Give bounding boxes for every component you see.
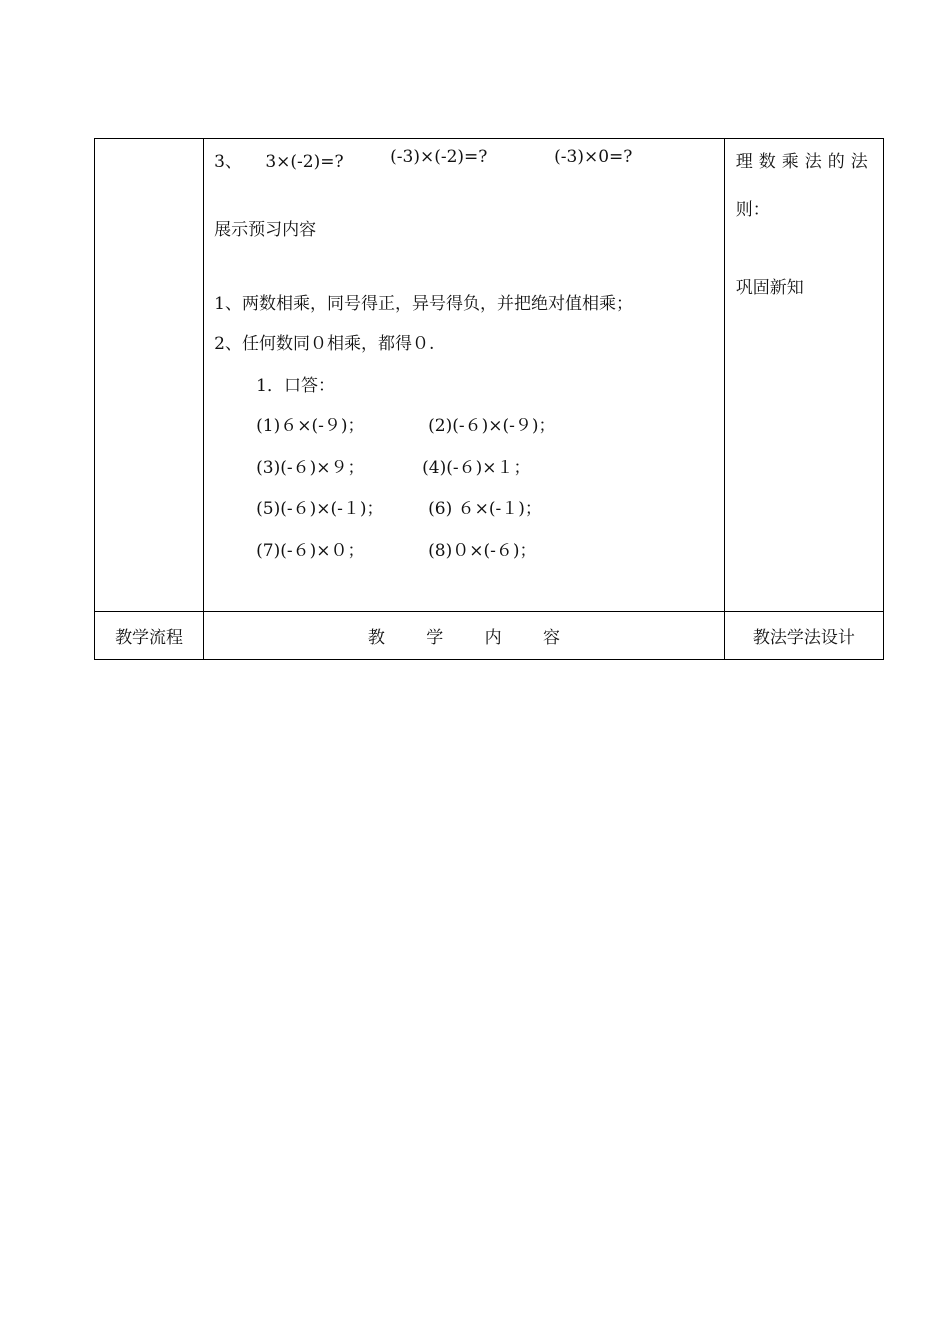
header-row: [95, 612, 884, 660]
question-3-label: 3、: [214, 152, 242, 172]
process-cell: [95, 139, 204, 612]
content-cell: [204, 139, 725, 612]
exercise-row: [256, 494, 542, 519]
question-3-part3: (-3)×0=?: [554, 147, 633, 167]
side-note-line2: 则：: [735, 200, 770, 220]
exercise-row: [256, 411, 556, 436]
lesson-plan-table: [94, 138, 884, 660]
question-3-part2: (-3)×(-2)=?: [390, 147, 488, 167]
question-3: [214, 147, 633, 172]
exercise-4: (4)(-６)×１；: [422, 458, 531, 478]
exercise-8: (8)０×(-６)；: [428, 541, 537, 561]
exercise-6: (6) ６×(-１)；: [428, 499, 542, 519]
header-process: 教学流程: [95, 612, 204, 660]
exercise-7: (7)(-６)×０；: [256, 541, 365, 561]
header-content: [204, 612, 725, 660]
exercise-1: (1)６×(-９)；: [256, 416, 365, 436]
header-method: 教法学法设计: [724, 612, 883, 660]
rule-1: 1、两数相乘，同号得正，异号得负，并把绝对值相乘；: [214, 294, 633, 314]
side-note-line3: 巩固新知: [735, 278, 804, 298]
method-cell: [724, 139, 883, 612]
side-note-line1: 理数乘法的法: [735, 152, 874, 172]
exercise-3: (3)(-６)×９；: [256, 458, 365, 478]
exercise-2: (2)(-６)×(-９)；: [428, 416, 556, 436]
oral-answer-title: 1．口答：: [256, 376, 335, 396]
header-content-label: 教 学 内 容: [367, 628, 579, 648]
question-3-part1: 3×(-2)=?: [265, 152, 344, 172]
section-title: 展示预习内容: [214, 220, 317, 240]
exercise-row: [256, 536, 537, 561]
rule-2: 2、任何数同０相乘，都得０.: [214, 334, 435, 354]
exercise-5: (5)(-６)×(-１)；: [256, 499, 384, 519]
exercise-row: [256, 453, 531, 478]
content-row: [95, 139, 884, 612]
